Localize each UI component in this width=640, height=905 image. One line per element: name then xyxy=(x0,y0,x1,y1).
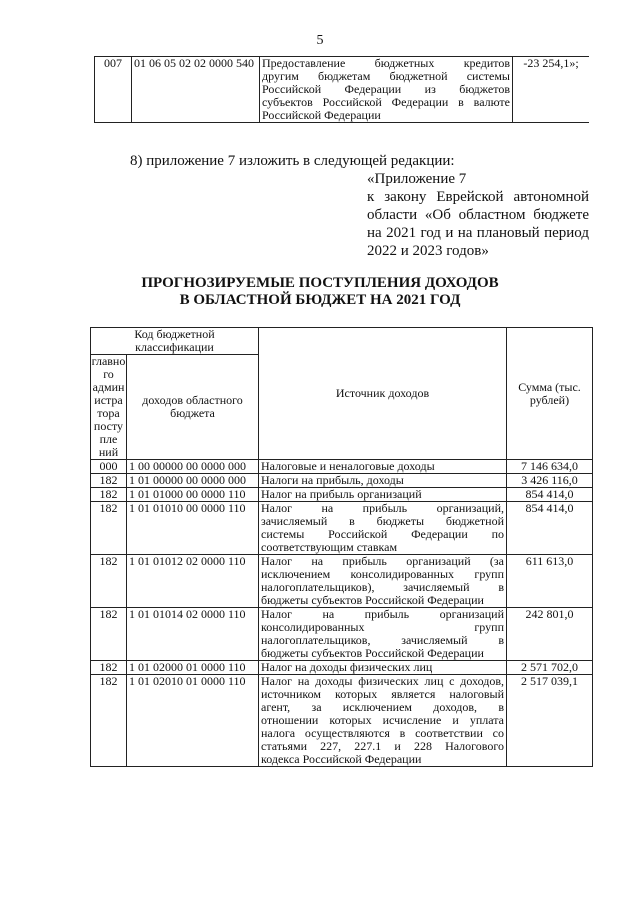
admin-code-cell: 182 xyxy=(91,608,127,661)
table-row xyxy=(91,460,593,474)
classification-code-cell: 01 06 05 02 02 0000 540 xyxy=(132,57,260,123)
header-line: Сумма (тыс. xyxy=(518,379,581,394)
source-line: другим бюджетам бюджетной системы xyxy=(262,69,510,83)
source-line: бюджеты субъектов Российской Федерации xyxy=(261,593,484,607)
income-source-cell xyxy=(259,460,507,474)
classification-code-cell: 1 01 00000 00 0000 000 xyxy=(127,474,259,488)
source-line: Налог на доходы физических лиц с доходов, xyxy=(261,674,504,688)
source-line: источником которых является налоговый xyxy=(261,687,504,701)
income-source-cell xyxy=(259,488,507,502)
table-body xyxy=(91,460,593,767)
source-line: агент, за исключением доходов, в xyxy=(261,700,504,714)
header-line: доходов областного xyxy=(142,393,243,407)
income-source-cell xyxy=(259,502,507,555)
source-line: Налоговые и неналоговые доходы xyxy=(261,459,435,473)
amount-cell: 854 414,0 xyxy=(507,488,593,502)
admin-code-cell: 182 xyxy=(91,661,127,675)
admin-code-cell: 182 xyxy=(91,502,127,555)
admin-code-cell: 182 xyxy=(91,474,127,488)
item-8-text: 8) приложение 7 изложить в следующей редакции: xyxy=(130,153,455,169)
header-line: главно xyxy=(91,354,126,368)
amount-header xyxy=(507,328,593,460)
header-line: истра xyxy=(94,393,123,407)
classification-code-cell: 1 01 01010 00 0000 110 xyxy=(127,502,259,555)
table-header-row xyxy=(91,328,593,355)
header-line: ний xyxy=(98,445,119,459)
income-source-cell xyxy=(259,474,507,488)
header-line: классификации xyxy=(135,340,214,354)
appendix-line: области «Об областном бюджете xyxy=(367,207,589,223)
income-source-cell xyxy=(259,675,507,767)
source-line: бюджеты субъектов Российской Федерации xyxy=(261,646,484,660)
admin-code-cell: 000 xyxy=(91,460,127,474)
appendix-line: 2022 и 2023 годов» xyxy=(367,243,489,259)
source-line: статьями 227, 227.1 и 228 Налогового xyxy=(261,739,504,753)
amount-cell: 611 613,0 xyxy=(507,555,593,608)
source-line: Налог на прибыль организаций, xyxy=(261,501,504,515)
header-line: бюджета xyxy=(170,406,215,420)
source-line: Российской Федерации xyxy=(262,108,381,122)
source-line: зачисляемый в бюджеты бюджетной xyxy=(261,514,504,528)
header-line: Код бюджетной xyxy=(134,327,215,341)
source-line: Российской Федерации из бюджетов xyxy=(262,82,510,96)
page-number: 5 xyxy=(316,33,324,48)
amount-cell: 2 571 702,0 xyxy=(507,661,593,675)
classification-code-cell: 1 01 01012 02 0000 110 xyxy=(127,555,259,608)
admin-code-cell: 182 xyxy=(91,555,127,608)
classification-code-cell: 1 01 01014 02 0000 110 xyxy=(127,608,259,661)
source-line: отношении которых исчисление и уплата xyxy=(261,713,504,727)
income-code-header xyxy=(127,355,259,460)
table-row xyxy=(91,502,593,555)
classification-code-cell: 1 01 02000 01 0000 110 xyxy=(127,661,259,675)
revenue-table xyxy=(90,327,593,767)
source-line: системы Российской Федерации по xyxy=(261,527,504,541)
income-source-cell xyxy=(259,555,507,608)
admin-header xyxy=(91,355,127,460)
table-row xyxy=(91,608,593,661)
income-source-cell xyxy=(259,661,507,675)
income-source-cell xyxy=(260,57,513,123)
appendix-caption xyxy=(367,170,589,260)
amount-cell: 7 146 634,0 xyxy=(507,460,593,474)
admin-code-cell: 182 xyxy=(91,488,127,502)
appendix-line: на 2021 год и на плановый период xyxy=(367,225,589,241)
source-line: налогоплательщиков, зачисляемый в xyxy=(261,633,504,647)
appendix-line: «Приложение 7 xyxy=(367,171,467,187)
source-line: Налог на прибыль организаций xyxy=(261,607,504,621)
source-line: Налог на прибыль организаций xyxy=(261,487,422,501)
source-line: Налоги на прибыль, доходы xyxy=(261,473,404,487)
source-line: субъектов Российской Федерации в валюте xyxy=(262,95,510,109)
table-row xyxy=(91,555,593,608)
header-line: пле xyxy=(99,432,118,446)
amount-cell: 3 426 116,0 xyxy=(507,474,593,488)
title-line: ПРОГНОЗИРУЕМЫЕ ПОСТУПЛЕНИЯ ДОХОДОВ xyxy=(141,275,499,291)
source-line: Предоставление бюджетных кредитов xyxy=(262,56,510,70)
table-row xyxy=(91,488,593,502)
source-line: кодекса Российской Федерации xyxy=(261,752,422,766)
source-line: Налог на прибыль организаций (за xyxy=(261,554,504,568)
header-line: го xyxy=(103,367,114,381)
table-row xyxy=(91,661,593,675)
admin-code-cell: 007 xyxy=(95,57,132,123)
table-row xyxy=(91,474,593,488)
title-line: В ОБЛАСТНОЙ БЮДЖЕТ НА 2021 ГОД xyxy=(179,292,461,308)
header-line: админ xyxy=(92,380,125,394)
header-line: рублей) xyxy=(529,392,570,407)
source-line: соответствующим ставкам xyxy=(261,540,398,554)
amount-cell: 242 801,0 xyxy=(507,608,593,661)
amount-cell: 854 414,0 xyxy=(507,502,593,555)
income-source-cell xyxy=(259,608,507,661)
source-header: Источник доходов xyxy=(259,328,507,460)
amount-cell: 2 517 039,1 xyxy=(507,675,593,767)
source-line: Налог на доходы физических лиц xyxy=(261,660,433,674)
previous-table-fragment xyxy=(94,56,589,123)
source-line: налога осуществляются в соответствии со xyxy=(261,726,504,740)
header-line: посту xyxy=(93,419,124,433)
classification-code-cell: 1 01 01000 00 0000 110 xyxy=(127,488,259,502)
source-line: налогоплательщиков), зачисляемый в xyxy=(261,580,504,594)
source-line: консолидированных групп xyxy=(261,620,504,634)
header-line: тора xyxy=(97,406,120,420)
classification-code-cell: 1 01 02010 01 0000 110 xyxy=(127,675,259,767)
table-row xyxy=(95,57,590,123)
document-title xyxy=(0,275,640,309)
table-row xyxy=(91,675,593,767)
appendix-line: к закону Еврейской автономной xyxy=(367,189,589,205)
code-group-header xyxy=(91,328,259,355)
admin-code-cell: 182 xyxy=(91,675,127,767)
amount-cell: -23 254,1»; xyxy=(513,57,590,123)
classification-code-cell: 1 00 00000 00 0000 000 xyxy=(127,460,259,474)
source-line: исключением консолидированных групп xyxy=(261,567,504,581)
